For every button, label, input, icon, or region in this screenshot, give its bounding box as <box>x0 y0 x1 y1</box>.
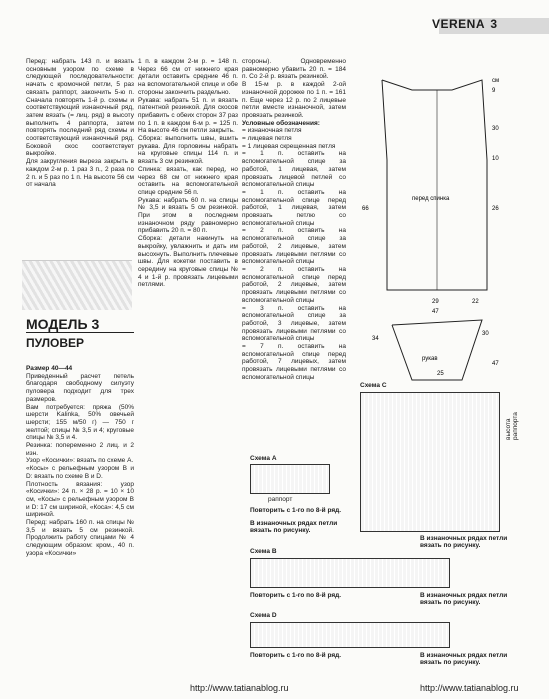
legend-item: = 1 п. оставить на вспомогательной спице за работой, 1 лицевая, затем провязать лицевой петлей со вспомогательной спицы <box>242 150 346 189</box>
scheme-d-note: Повторить с 1-го по 8-й ряд. <box>250 652 342 659</box>
legend-item: = 3 п. оставить на вспомогательной спице за работой, 3 лицевые, затем провязать лицевыми петлями со вспомогательной спицы <box>242 304 346 343</box>
scheme-c-title: Схема С <box>360 382 387 389</box>
middle-column <box>138 58 238 695</box>
sleeve-label: рукав <box>422 356 438 362</box>
sleeve-dim-label: 47 <box>492 361 499 367</box>
materials-paragraph: Узор «Косички»: вязать по схеме А. <box>26 457 134 465</box>
sleeve-dim-label: 30 <box>482 331 489 337</box>
mid-paragraph: Рукава: набрать 60 п. на спицы № 3,5 и вязать 5 см резинкой. При этом в последнем изнаночном ряду равномерно прибавить 20 п. = 80 п. <box>138 196 238 235</box>
body-outline <box>382 80 487 290</box>
intro-paragraph: Для закругления выреза закрыть в каждом 2-м р. 1 раз 3 п., 2 раза по 2 п. и 5 раз по 1 п. На высоте 56 см от начала <box>26 158 134 189</box>
brand-name: VERENA <box>431 17 485 31</box>
sleeve-dim-label: 25 <box>437 371 444 377</box>
mid-paragraph: Спинка: вязать, как перед, но через 68 см от нижнего края оставить на вспомогательной спице средние 56 п. <box>138 165 238 196</box>
page-number: 3 <box>490 17 497 31</box>
scheme-c-side-label: высота раппорта <box>505 412 519 440</box>
scheme-d-title: Схема D <box>250 612 277 619</box>
scheme-b-title: Схема В <box>250 548 277 555</box>
legend-item: = 7 п. оставить на вспомогательной спице перед работой, 7 лицевых, затем провязать лицевыми петлями со вспомогательной спицы <box>242 343 346 381</box>
scheme-d-note-purl: В изнаночных рядах петли вязать по рисунку. <box>420 652 508 666</box>
dim-label: 9 <box>492 88 496 94</box>
right-text-column <box>242 58 346 381</box>
materials-paragraph: Плотность вязания: узор «Косички»: 24 п. × 28 р. = 10 × 10 см, «Косы» с рельефным узором В и D: 17 см шириной, «Коса»: 4,5 см шириной. <box>26 480 134 519</box>
pattern-diagram <box>352 60 532 380</box>
title-rule <box>26 332 134 333</box>
right-paragraph: В 15-м р. в каждой 2-ой изнаночной дорожке по 1 п. = 161 п. Еще через 12 р. по 2 лицевые петли вместе изнаночной, затем провязать резинкой. <box>242 81 346 119</box>
legend-item: = лицевая петля <box>242 135 292 143</box>
scheme-a-note: Повторить с 1-го по 8-й ряд. <box>250 507 342 514</box>
materials-paragraph: Перед: набрать 160 п. на спицы № 3,5 и вязать 5 см резинкой. Продолжить работу спицами № 4 следующим образом: кром., 40 п. узора «Косички» <box>26 519 134 557</box>
page-header <box>0 0 549 44</box>
footer-url-right[interactable]: http://www.tatianablog.ru <box>420 683 519 693</box>
scheme-b-note: Повторить с 1-го по 8-й ряд. <box>250 592 342 599</box>
legend-item: = изнаночная петля <box>242 127 302 135</box>
dim-label: 66 <box>362 206 369 212</box>
dim-label: 30 <box>492 126 499 132</box>
scheme-a-note-purl: В изнаночных рядах петли вязать по рисунку. <box>250 520 338 534</box>
dim-label: 29 <box>432 299 439 305</box>
size-line: Размер 40—44 <box>26 365 73 372</box>
sweater-photo <box>22 260 132 310</box>
mid-paragraph: Сборка: детали накинуть на выкройку, увлажнить и дать им высохнуть. Выполнить плечевые швы. Для кокетки поставить в середину на круговые спицы № 4 и 1-й р. провязать лицевыми петлями. <box>138 235 238 289</box>
model-title: МОДЕЛЬ 3 <box>26 316 100 332</box>
legend-item: = 1 п. оставить на вспомогательной спице перед работой, 1 лицевая, затем провязать петлю со вспомогательной спицы <box>242 188 346 227</box>
mid-paragraph: Сборка: выполнить швы, вшить рукава. Для горловины набрать на круговые спицы 114 п. и вязать 3 см резинкой. <box>138 135 238 166</box>
scheme-a-chart <box>250 464 330 494</box>
scheme-a-title: Схема А <box>250 455 277 462</box>
scheme-b-chart <box>250 558 450 588</box>
model-subtitle: ПУЛОВЕР <box>26 336 85 350</box>
scheme-c-chart <box>360 392 500 532</box>
dim-label: 47 <box>432 309 439 315</box>
scheme-a-repeat-label: раппорт <box>268 496 293 503</box>
right-paragraph: стороны). Одновременно равномерно убавить 20 п. = 184 п. Со 2-й р. вязать резинкой. <box>242 58 346 81</box>
legend-title: Условные обозначения: <box>242 119 320 127</box>
dim-label: 22 <box>472 299 479 305</box>
legend-item: = 2 п. оставить на вспомогательной спице перед работой, 2 лицевые, затем провязать лицевыми петлями со вспомогательной спицы <box>242 265 346 304</box>
unit-label: см <box>492 78 500 84</box>
sleeve-dim-label: 34 <box>372 336 379 342</box>
scheme-d-chart <box>250 622 450 648</box>
materials-paragraph: «Косы» с рельефным узором В и D: вязать по схеме В и D. <box>26 465 134 480</box>
scheme-b-note-purl: В изнаночных рядах петли вязать по рисунку. <box>420 592 508 606</box>
footer-url-left[interactable]: http://www.tatianablog.ru <box>190 683 289 693</box>
legend-item: = 2 п. оставить на вспомогательной спице за работой, 2 лицевые, затем провязать лицевыми петлями со вспомогательной спицы <box>242 227 346 266</box>
intro-column <box>26 58 134 266</box>
front-label: перед спинка <box>412 196 450 202</box>
intro-paragraph: Перед: набрать 143 п. и вязать основным узором по схеме в следующей последовательности: начать с кромочной петли, 5 раз связать раппорт, закончить 5-ю п. Сначала повторять 1-й р. схемы и соответствующий изнаночный ряд, затем вязать (= лиц. ряд) в высоту выполнить 4 раппорта, затем повторять последний ряд схемы и соответствующий изнаночный ряд. Боковой скос соответствует выкройке. <box>26 58 134 158</box>
materials-column <box>26 365 134 695</box>
legend-item: = 1 лицевая скрещенная петля <box>242 142 336 150</box>
mid-paragraph: Рукава: набрать 51 п. и вязать патентной резинкой. Для скосов прибавить с обеих сторон 37 раз по 1 п. в каждом 6-м р. = 125 п. На высоте 46 см петли закрыть. <box>138 96 238 135</box>
mid-paragraph: 1 п. в каждом 2-м р. = 148 п. Через 66 см от нижнего края детали оставить средние 46 п. на вспомогательной спице и обе стороны закончить раздельно. <box>138 58 238 96</box>
dim-label: 26 <box>492 206 499 212</box>
materials-paragraph: Резинка: попеременно 2 лиц. и 2 изн. <box>26 442 134 457</box>
materials-paragraph: Вам потребуется: пряжа (50% шерсти Kalinka, 50% овечьей шерсти; 155 м/50 г) — 750 г желтой; спицы № 3,5 и 4; круговые спицы № 3,5 и 4. <box>26 403 134 442</box>
dim-label: 10 <box>492 156 499 162</box>
materials-paragraph: Приведенный расчет петель благодаря свободному силуэту пуловера подходит для трех размеров. <box>26 372 134 403</box>
scheme-c-note: В изнаночных рядах петли вязать по рисунку. <box>420 535 508 549</box>
